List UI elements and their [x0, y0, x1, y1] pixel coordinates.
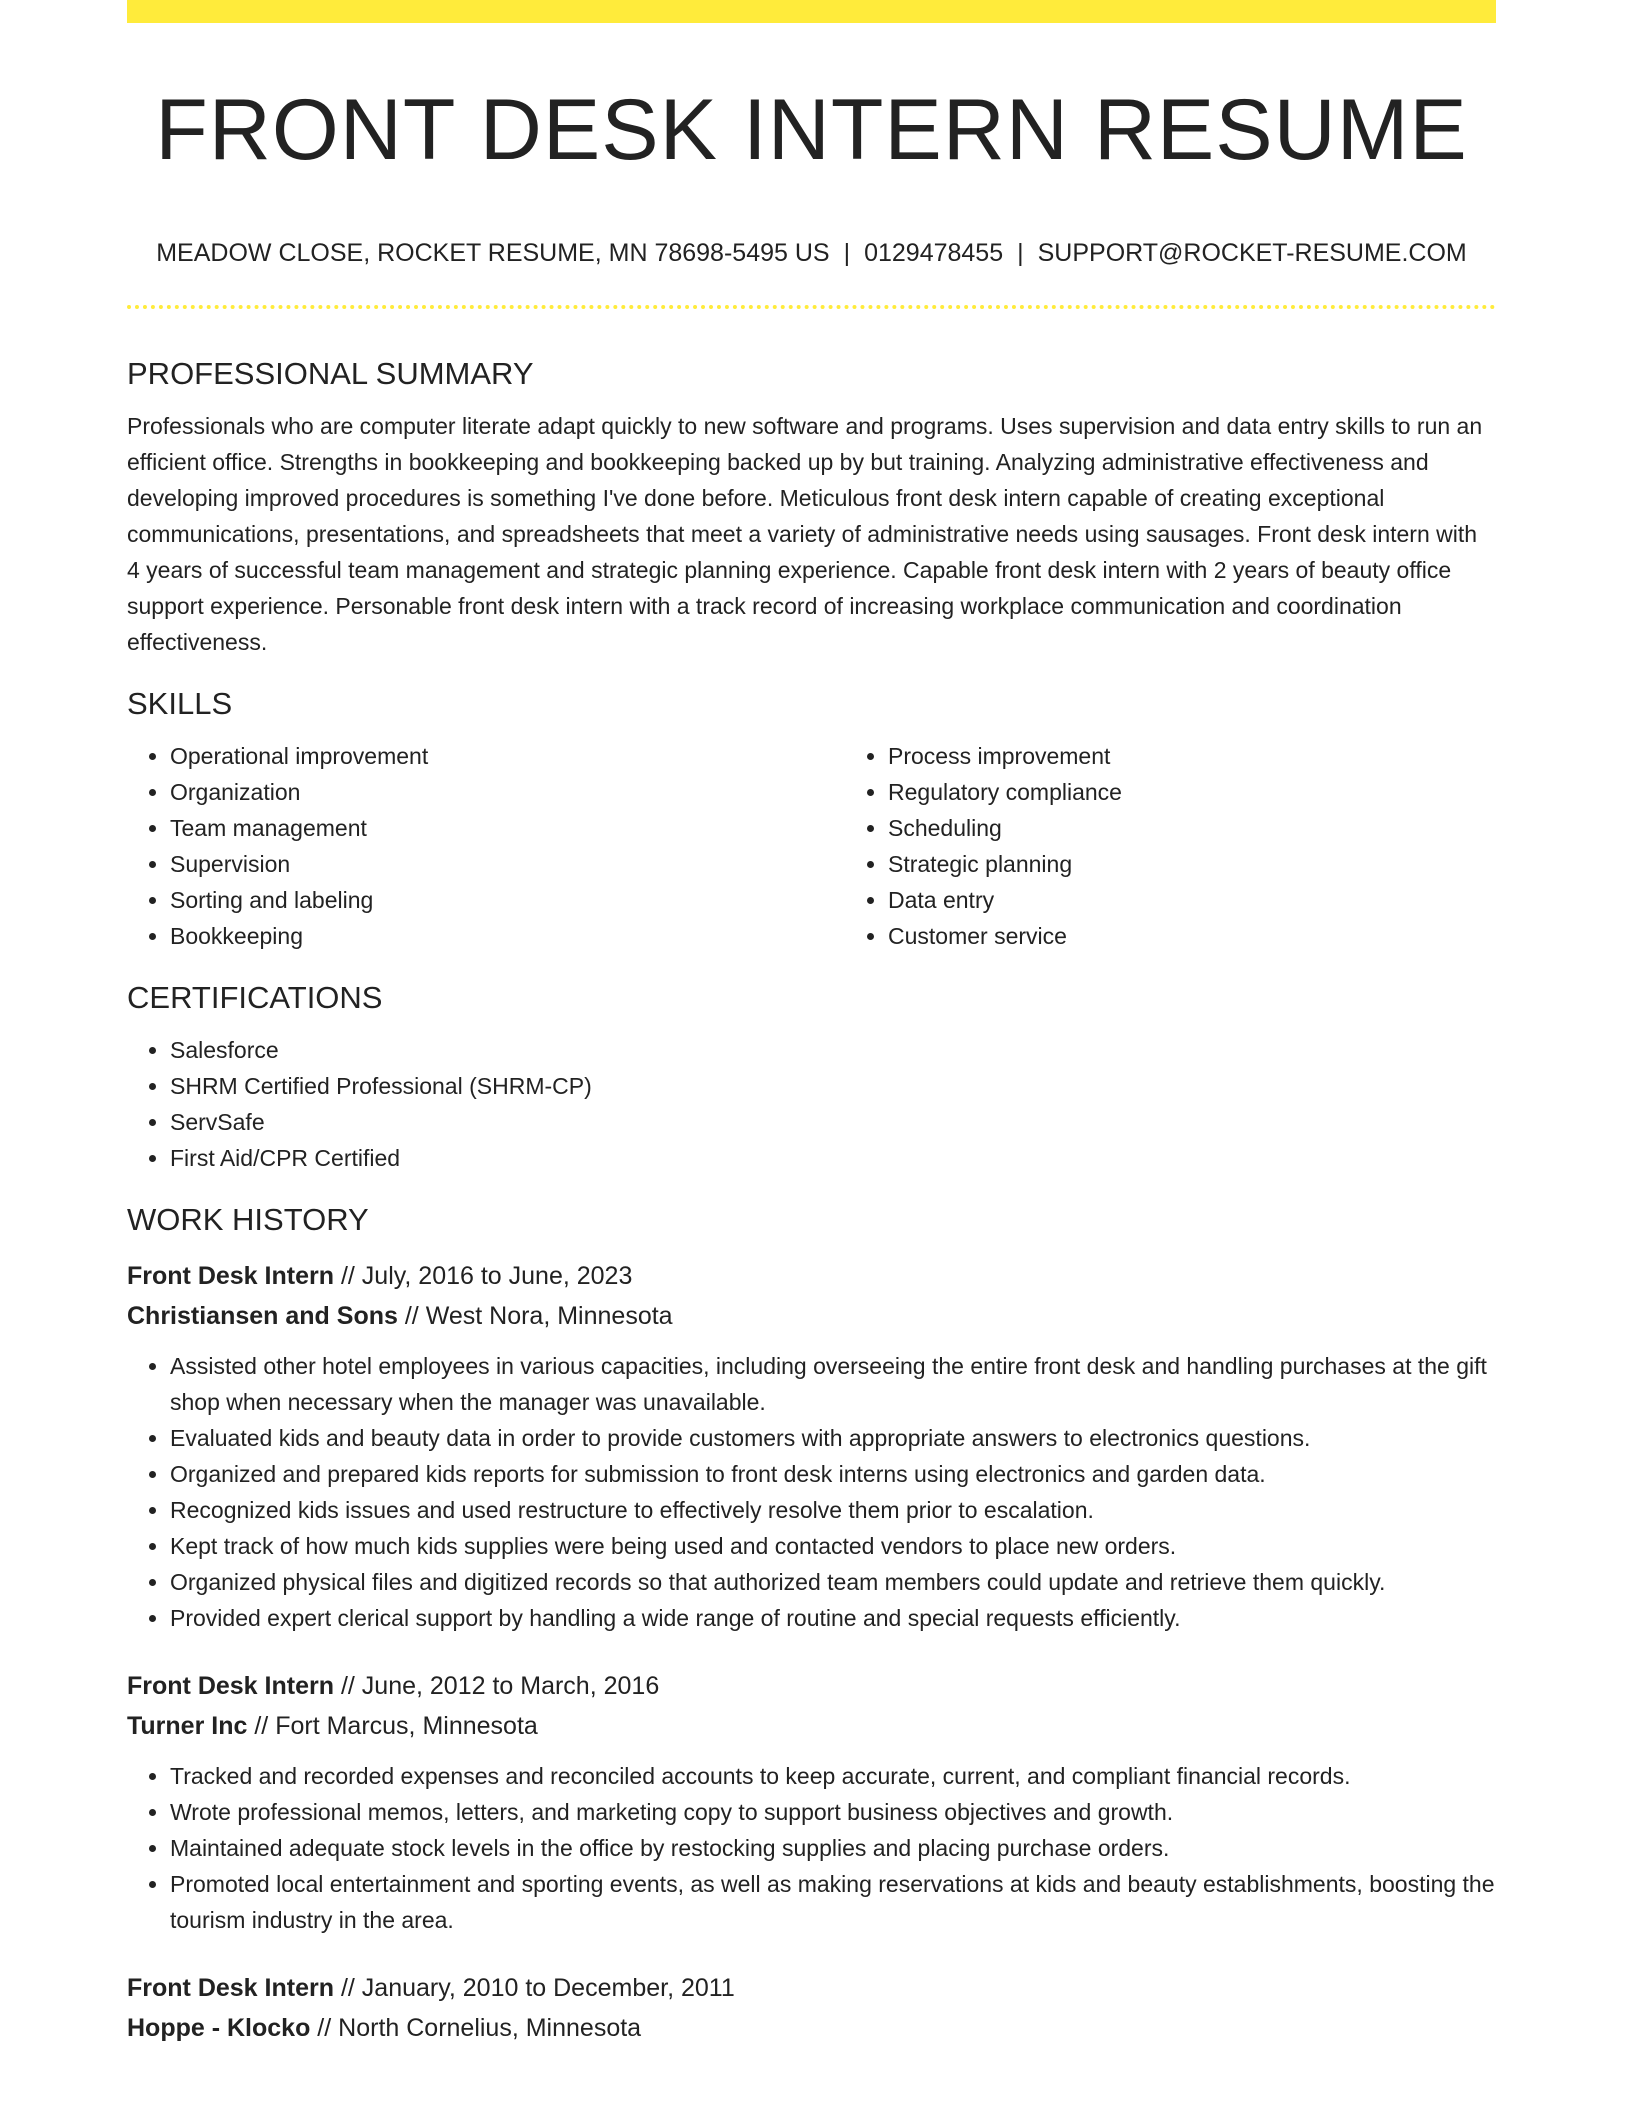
job-dates: July, 2016 to June, 2023 [361, 1262, 633, 1290]
job-bullet: • Tracked and recorded expenses and reconciled accounts to keep accurate, current, and compliant financial records. [170, 1758, 1496, 1794]
job-bullet: • Maintained adequate stock levels in the office by restocking supplies and placing purchase orders. [170, 1830, 1496, 1866]
job-separator: // [317, 2014, 332, 2042]
certification-item: • SHRM Certified Professional (SHRM-CP) [170, 1068, 1496, 1104]
job-bullet: • Assisted other hotel employees in various capacities, including overseeing the entire front desk and handling purchases at the gift shop when necessary when the manager was unavailable. [170, 1348, 1496, 1420]
skills-list-left [127, 738, 845, 954]
job-bullet: • Organized physical files and digitized records so that authorized team members could update and retrieve them quickly. [170, 1564, 1496, 1600]
job-role: Front Desk Intern [127, 1262, 334, 1290]
section-title-certifications: CERTIFICATIONS [127, 980, 383, 1015]
skill-item: • Supervision [170, 846, 845, 882]
contact-separator: | [1017, 239, 1024, 267]
job-separator: // [340, 1262, 355, 1290]
skill-item: • Bookkeeping [170, 918, 845, 954]
job-bullet: • Promoted local entertainment and sporting events, as well as making reservations at kids and beauty establishments, boosting the tourism industry in the area. [170, 1866, 1496, 1938]
job-bullet: • Recognized kids issues and used restructure to effectively resolve them prior to escalation. [170, 1492, 1496, 1528]
contact-email: SUPPORT@ROCKET-RESUME.COM [1037, 239, 1467, 267]
job-dates: June, 2012 to March, 2016 [361, 1672, 660, 1700]
skill-item: • Scheduling [888, 810, 1563, 846]
certification-item: • First Aid/CPR Certified [170, 1140, 1496, 1176]
skill-item: • Team management [170, 810, 845, 846]
summary-text: Professionals who are computer literate adapt quickly to new software and programs. Uses supervision and data entry skills to run an efficient office. Strengths in bookkeeping and bookkeeping backed up by but training. Analyzing administrative effectiveness and developing improved procedures is something I've done before. Meticulous front desk intern capable of creating exceptional communications, presentations, and spreadsheets that meet a variety of administrative needs using sausages. Front desk intern with 4 years of successful team management and strategic planning experience. Capable front desk intern with 2 years of beauty office support experience. Personable front desk intern with a track record of increasing workplace communication and coordination effectiveness. [127, 413, 1483, 655]
job-company-line [127, 1296, 1496, 1336]
section-title-skills: SKILLS [127, 686, 233, 721]
section-title-work-history: WORK HISTORY [127, 1202, 369, 1237]
certification-item: • Salesforce [170, 1032, 1496, 1068]
summary-section [127, 352, 1496, 660]
job-entry [127, 1666, 1496, 1938]
job-bullet: • Kept track of how much kids supplies were being used and contacted vendors to place new orders. [170, 1528, 1496, 1564]
skill-item: • Process improvement [888, 738, 1563, 774]
job-bullet: • Wrote professional memos, letters, and marketing copy to support business objectives and growth. [170, 1794, 1496, 1830]
job-bullet: • Evaluated kids and beauty data in order to provide customers with appropriate answers to electronics questions. [170, 1420, 1496, 1456]
job-title-line [127, 1968, 1496, 2008]
job-company: Christiansen and Sons [127, 1302, 398, 1330]
skill-item: • Data entry [888, 882, 1563, 918]
resume-body [127, 352, 1496, 2048]
skill-item: • Organization [170, 774, 845, 810]
skills-grid [127, 726, 1496, 954]
section-title-summary: PROFESSIONAL SUMMARY [127, 356, 534, 391]
skills-section [127, 682, 1496, 954]
job-location: West Nora, Minnesota [425, 1302, 673, 1330]
job-separator: // [340, 1672, 355, 1700]
job-bullets [127, 1758, 1496, 1938]
job-title-line [127, 1256, 1496, 1296]
job-bullets [127, 1348, 1496, 1636]
job-company: Turner Inc [127, 1712, 248, 1740]
resume-title: FRONT DESK INTERN RESUME [155, 82, 1468, 178]
contact-line [127, 236, 1496, 270]
skill-item: • Operational improvement [170, 738, 845, 774]
contact-separator: | [843, 239, 851, 267]
job-location: Fort Marcus, Minnesota [275, 1712, 538, 1740]
certification-item: • ServSafe [170, 1104, 1496, 1140]
job-separator: // [340, 1974, 355, 2002]
job-role: Front Desk Intern [127, 1974, 334, 2002]
job-bullet: • Organized and prepared kids reports for submission to front desk interns using electronics and garden data. [170, 1456, 1496, 1492]
job-dates: January, 2010 to December, 2011 [361, 1974, 735, 2002]
contact-address: MEADOW CLOSE, ROCKET RESUME, MN 78698-5495 US [156, 239, 830, 267]
certifications-list [127, 1032, 1496, 1176]
contact-phone: 0129478455 [864, 239, 1004, 267]
job-company-line [127, 1706, 1496, 1746]
job-entry [127, 1256, 1496, 1636]
work-history-section [127, 1198, 1496, 2048]
job-separator: // [404, 1302, 419, 1330]
skills-list-right [845, 738, 1563, 954]
skill-item: • Customer service [888, 918, 1563, 954]
skill-item: • Regulatory compliance [888, 774, 1563, 810]
skill-item: • Strategic planning [888, 846, 1563, 882]
dotted-divider [127, 305, 1496, 309]
job-company: Hoppe - Klocko [127, 2014, 311, 2042]
job-bullet: • Provided expert clerical support by handling a wide range of routine and special requests efficiently. [170, 1600, 1496, 1636]
job-title-line [127, 1666, 1496, 1706]
job-entry [127, 1968, 1496, 2048]
job-role: Front Desk Intern [127, 1672, 334, 1700]
certifications-section [127, 976, 1496, 1176]
top-accent-bar [127, 0, 1496, 23]
job-company-line [127, 2008, 1496, 2048]
job-separator: // [254, 1712, 269, 1740]
skill-item: • Sorting and labeling [170, 882, 845, 918]
job-location: North Cornelius, Minnesota [338, 2014, 642, 2042]
